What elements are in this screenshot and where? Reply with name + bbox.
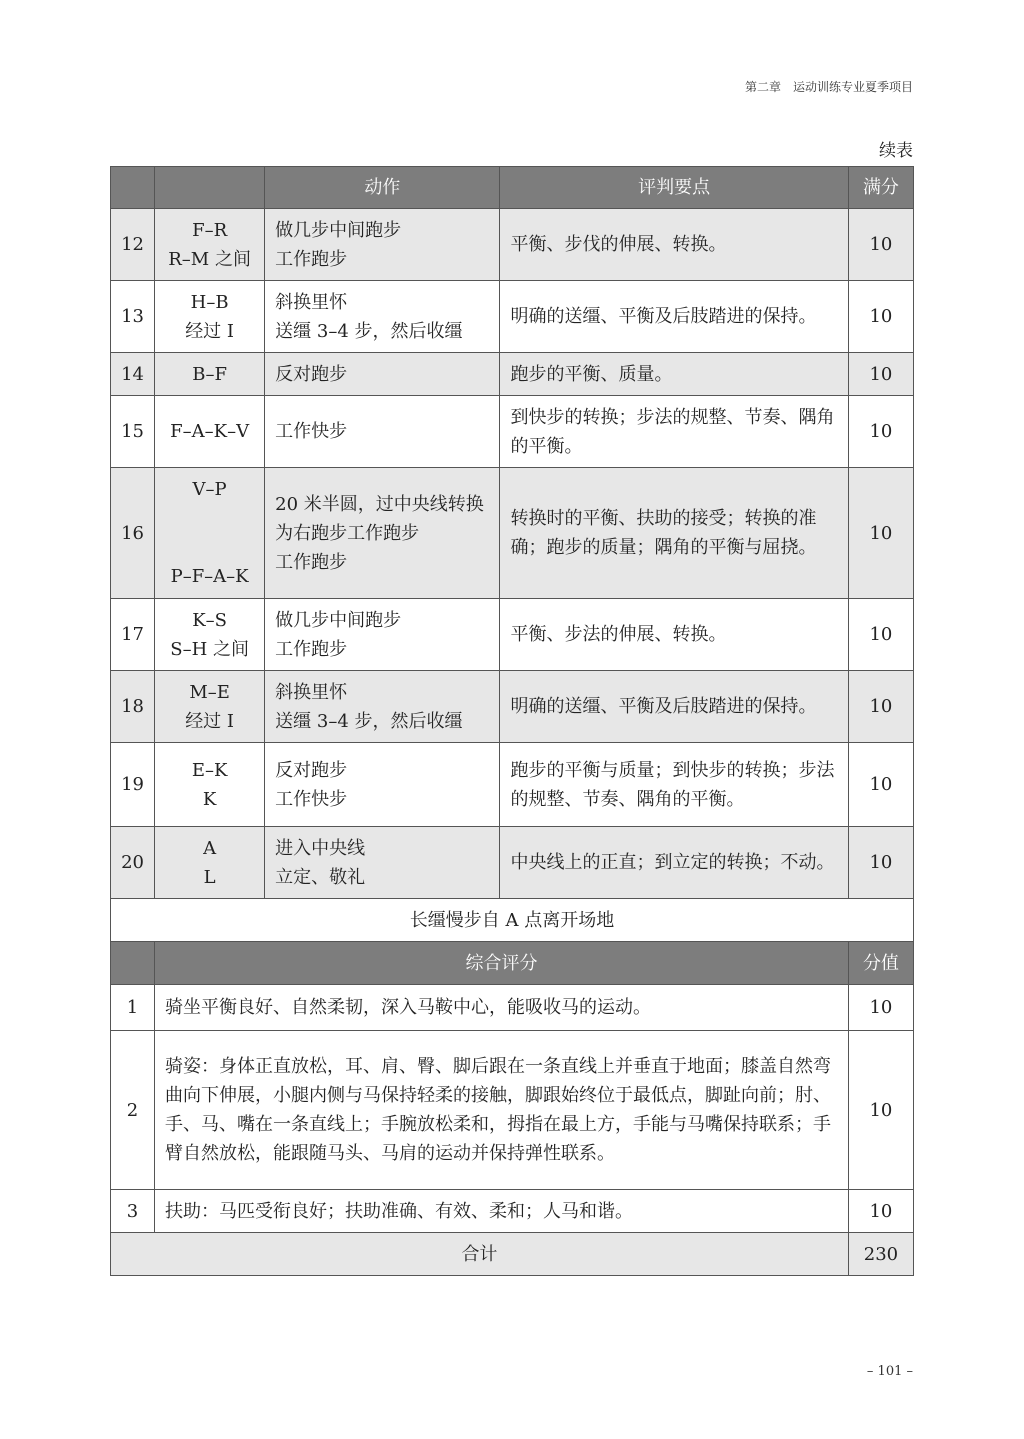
position-line: L bbox=[203, 866, 216, 888]
overall-header-num bbox=[111, 942, 155, 985]
overall-score: 10 bbox=[848, 1190, 913, 1233]
overall-header-title: 综合评分 bbox=[155, 942, 849, 985]
running-header: 第二章 运动训练专业夏季项目 bbox=[744, 80, 913, 94]
overall-header-score: 分值 bbox=[848, 942, 913, 985]
overall-row bbox=[111, 985, 914, 1031]
table-header-row bbox=[111, 167, 914, 209]
action-line: 斜换里怀 bbox=[275, 681, 348, 703]
page-number: – 101 – bbox=[866, 1364, 913, 1379]
row-position bbox=[155, 468, 265, 599]
exit-note-row bbox=[111, 899, 914, 942]
row-num: 12 bbox=[111, 209, 155, 281]
overall-row bbox=[111, 1031, 914, 1190]
overall-row bbox=[111, 1190, 914, 1233]
action-line: 反对跑步 bbox=[275, 363, 348, 385]
action-line: 做几步中间跑步 bbox=[275, 219, 402, 241]
position-line: E–K bbox=[191, 759, 228, 781]
row-action bbox=[265, 827, 500, 899]
row-score: 10 bbox=[848, 281, 913, 353]
row-points: 中央线上的正直；到立定的转换；不动。 bbox=[500, 827, 848, 899]
scoring-table bbox=[110, 166, 914, 1276]
position-line: K bbox=[202, 788, 217, 810]
position-line: K–S bbox=[192, 609, 227, 631]
row-action bbox=[265, 396, 500, 468]
action-line: 工作跑步 bbox=[275, 551, 348, 573]
row-position bbox=[155, 396, 265, 468]
action-line: 工作跑步 bbox=[275, 638, 348, 660]
row-action bbox=[265, 599, 500, 671]
row-points: 转换时的平衡、扶助的接受；转换的准确；跑步的质量；隅角的平衡与屈挠。 bbox=[500, 468, 848, 599]
overall-text: 骑坐平衡良好、自然柔韧，深入马鞍中心，能吸收马的运动。 bbox=[155, 985, 849, 1031]
overall-header-row bbox=[111, 942, 914, 985]
table-row bbox=[111, 671, 914, 743]
table-row bbox=[111, 209, 914, 281]
row-action bbox=[265, 468, 500, 599]
action-line: 工作快步 bbox=[275, 421, 348, 442]
position-line: F–R bbox=[192, 219, 228, 241]
row-score: 10 bbox=[848, 468, 913, 599]
position-line: S–H 之间 bbox=[170, 638, 249, 660]
table-row bbox=[111, 353, 914, 396]
row-num: 18 bbox=[111, 671, 155, 743]
position-line: P–F–A–K bbox=[170, 566, 249, 587]
row-score: 10 bbox=[848, 743, 913, 827]
row-position bbox=[155, 281, 265, 353]
row-score: 10 bbox=[848, 396, 913, 468]
row-points: 平衡、步法的伸展、转换。 bbox=[500, 599, 848, 671]
header-points: 评判要点 bbox=[500, 167, 848, 209]
row-num: 17 bbox=[111, 599, 155, 671]
row-position bbox=[155, 209, 265, 281]
action-line: 工作跑步 bbox=[275, 248, 348, 270]
overall-num: 1 bbox=[111, 985, 155, 1031]
row-points: 明确的送缰、平衡及后肢踏进的保持。 bbox=[500, 281, 848, 353]
table-row bbox=[111, 743, 914, 827]
row-score: 10 bbox=[848, 209, 913, 281]
position-line: A bbox=[203, 837, 217, 859]
position-line: B–F bbox=[192, 363, 227, 385]
position-line: V–P bbox=[192, 479, 227, 500]
position-line: 经过 I bbox=[185, 320, 235, 342]
total-label: 合计 bbox=[111, 1233, 849, 1276]
header-position bbox=[155, 167, 265, 209]
row-action bbox=[265, 281, 500, 353]
header-score: 满分 bbox=[848, 167, 913, 209]
row-points: 平衡、步伐的伸展、转换。 bbox=[500, 209, 848, 281]
action-line: 做几步中间跑步 bbox=[275, 609, 402, 631]
position-line: H–B bbox=[190, 291, 229, 313]
row-score: 10 bbox=[848, 671, 913, 743]
header-num bbox=[111, 167, 155, 209]
row-num: 16 bbox=[111, 468, 155, 599]
action-line: 20 米半圆，过中央线转换为右跑步工作跑步 bbox=[275, 493, 484, 544]
row-num: 20 bbox=[111, 827, 155, 899]
table-row bbox=[111, 281, 914, 353]
overall-num: 2 bbox=[111, 1031, 155, 1190]
table-row bbox=[111, 396, 914, 468]
row-score: 10 bbox=[848, 827, 913, 899]
action-line: 送缰 3–4 步，然后收缰 bbox=[275, 320, 463, 342]
table-row bbox=[111, 599, 914, 671]
exit-note: 长缰慢步自 A 点离开场地 bbox=[111, 899, 914, 942]
row-position bbox=[155, 827, 265, 899]
row-points: 跑步的平衡与质量；到快步的转换；步法的规整、节奏、隅角的平衡。 bbox=[500, 743, 848, 827]
row-position bbox=[155, 599, 265, 671]
row-action bbox=[265, 743, 500, 827]
position-line: F–A–K–V bbox=[170, 421, 250, 442]
row-points: 跑步的平衡、质量。 bbox=[500, 353, 848, 396]
overall-text: 扶助：马匹受衔良好；扶助准确、有效、柔和；人马和谐。 bbox=[155, 1190, 849, 1233]
position-line: 经过 I bbox=[185, 710, 235, 732]
action-line: 立定、敬礼 bbox=[275, 866, 366, 888]
overall-text: 骑姿：身体正直放松，耳、肩、臀、脚后跟在一条直线上并垂直于地面；膝盖自然弯曲向下伸展，小腿内侧与马保持轻柔的接触，脚跟始终位于最低点，脚趾向前；肘、手、马、嘴在一条直线上；手腕放松柔和，拇指在最上方，手能与马嘴保持联系；手臂自然放松，能跟随马头、马肩的运动并保持弹性联系。 bbox=[155, 1031, 849, 1190]
row-points: 到快步的转换；步法的规整、节奏、隅角的平衡。 bbox=[500, 396, 848, 468]
total-row bbox=[111, 1233, 914, 1276]
row-position bbox=[155, 671, 265, 743]
overall-score: 10 bbox=[848, 1031, 913, 1190]
row-action bbox=[265, 353, 500, 396]
position-line: R–M 之间 bbox=[168, 248, 251, 270]
position-line: M–E bbox=[189, 681, 230, 703]
row-position bbox=[155, 743, 265, 827]
header-action: 动作 bbox=[265, 167, 500, 209]
table-row bbox=[111, 468, 914, 599]
overall-num: 3 bbox=[111, 1190, 155, 1233]
row-score: 10 bbox=[848, 599, 913, 671]
action-line: 斜换里怀 bbox=[275, 291, 348, 313]
total-value: 230 bbox=[848, 1233, 913, 1276]
row-score: 10 bbox=[848, 353, 913, 396]
row-num: 13 bbox=[111, 281, 155, 353]
row-position bbox=[155, 353, 265, 396]
row-action bbox=[265, 671, 500, 743]
table-row bbox=[111, 827, 914, 899]
row-num: 14 bbox=[111, 353, 155, 396]
table-continued-caption: 续表 bbox=[879, 141, 913, 161]
row-num: 15 bbox=[111, 396, 155, 468]
action-line: 送缰 3–4 步，然后收缰 bbox=[275, 710, 463, 732]
row-points: 明确的送缰、平衡及后肢踏进的保持。 bbox=[500, 671, 848, 743]
overall-score: 10 bbox=[848, 985, 913, 1031]
row-num: 19 bbox=[111, 743, 155, 827]
row-action bbox=[265, 209, 500, 281]
action-line: 反对跑步 bbox=[275, 759, 348, 781]
action-line: 工作快步 bbox=[275, 788, 348, 810]
action-line: 进入中央线 bbox=[275, 837, 366, 859]
